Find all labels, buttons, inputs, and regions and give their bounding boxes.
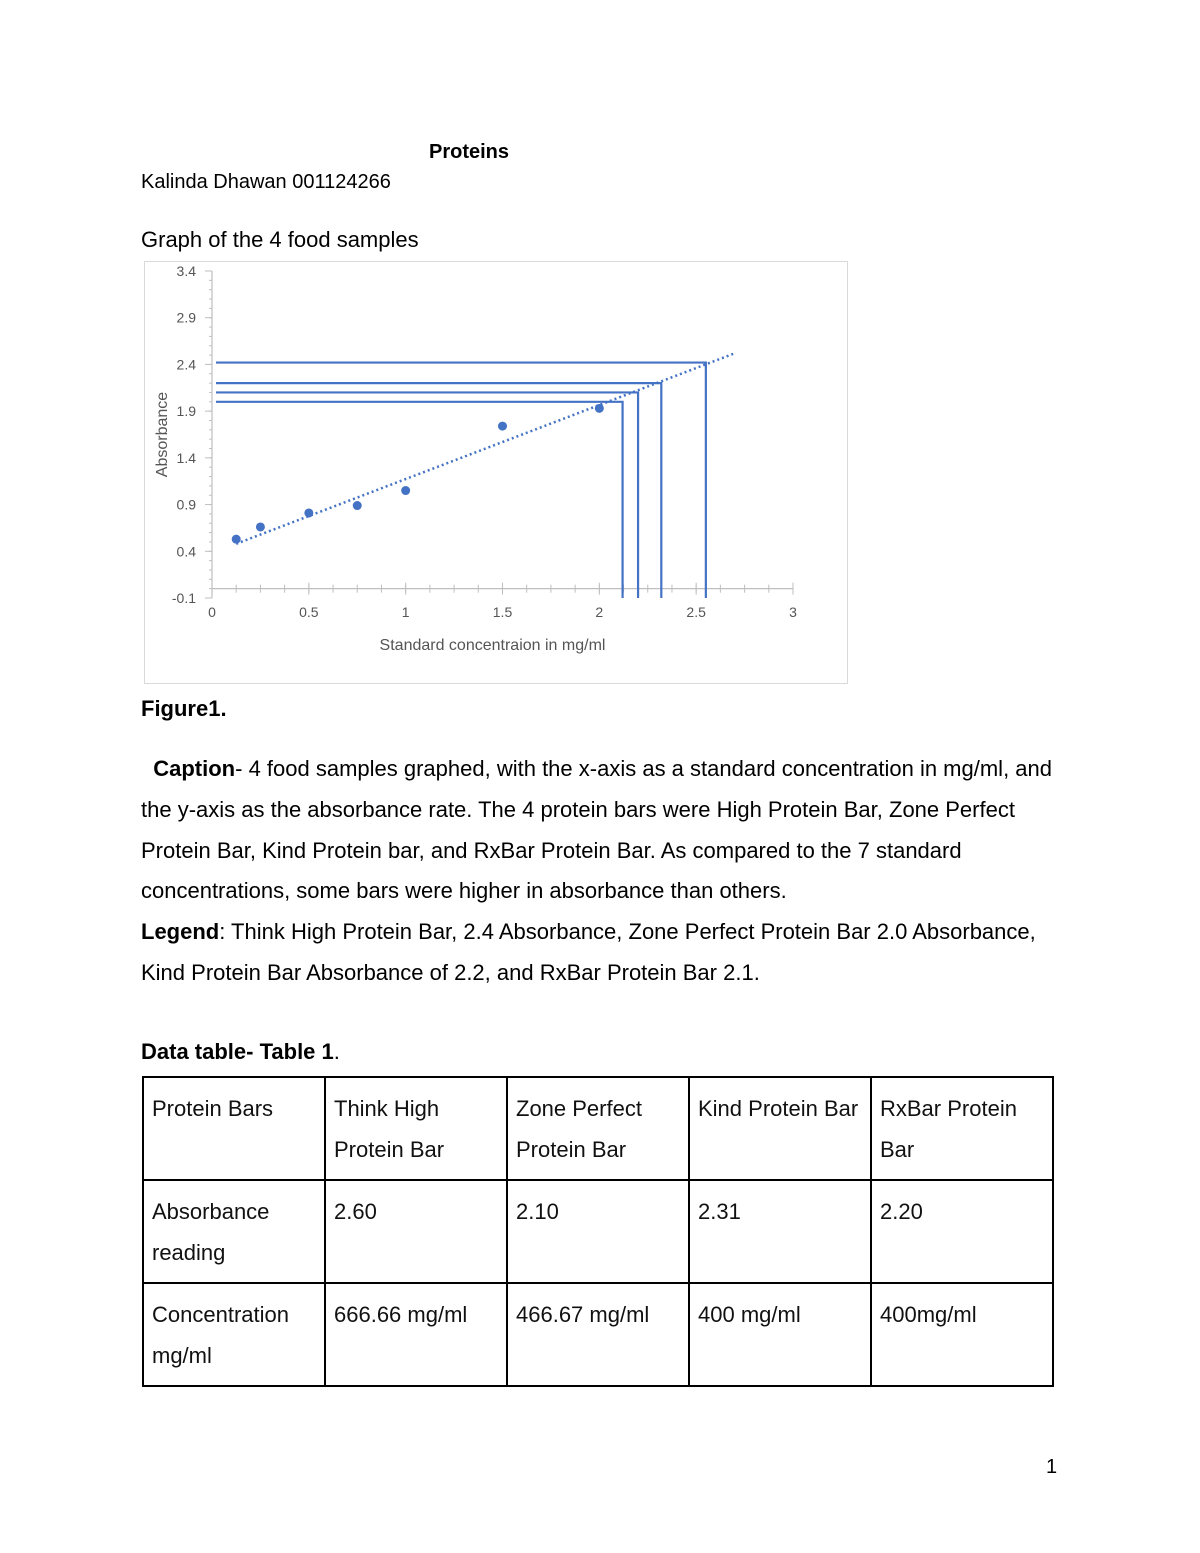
data-point (256, 522, 265, 531)
reference-line (216, 383, 661, 598)
table-cell: Absorbance reading (143, 1180, 325, 1283)
data-table (142, 1076, 1054, 1387)
table-cell: 466.67 mg/ml (507, 1283, 689, 1386)
data-point (401, 486, 410, 495)
legend-paragraph (141, 912, 1071, 994)
table-row (143, 1283, 1053, 1386)
x-tick-label: 2 (595, 604, 604, 620)
table-heading-label: Data table- Table 1 (141, 1039, 334, 1064)
data-point (498, 422, 507, 431)
table-cell: 2.60 (325, 1180, 507, 1283)
caption-text: - 4 food samples graphed, with the x-axis as a standard concentration in mg/ml, and the y-axis as the absorbance rate. The 4 protein bars were High Protein Bar, Zone Perfect Protein Bar, Kind Protein bar, and RxBar Protein Bar. As compared to the 7 standard concentrations, some bars were higher in absorbance than others. (141, 756, 1053, 904)
table-row (143, 1180, 1053, 1283)
x-tick-label: 1 (401, 604, 410, 620)
table-cell: Think High Protein Bar (325, 1077, 507, 1180)
x-tick-label: 0.5 (299, 604, 319, 620)
table-heading (141, 1039, 340, 1065)
caption-label: Caption (153, 756, 236, 781)
graph-heading: Graph of the 4 food samples (141, 227, 419, 252)
y-tick-label: 3.4 (176, 263, 196, 279)
table-heading-tail: . (333, 1039, 340, 1064)
caption-paragraph (141, 749, 1071, 912)
y-tick-label: 0.4 (176, 543, 196, 560)
table-cell: 2.20 (871, 1180, 1053, 1283)
page-number: 1 (1046, 1456, 1058, 1478)
figure-label: Figure1. (141, 696, 227, 721)
table-cell: 400 mg/ml (689, 1283, 871, 1386)
table-cell: Zone Perfect Protein Bar (507, 1077, 689, 1180)
table-cell: 400mg/ml (871, 1283, 1053, 1386)
y-tick-label: -0.1 (171, 590, 196, 606)
x-tick-label: 2.5 (686, 604, 706, 620)
y-tick-label: 2.9 (176, 309, 196, 326)
table-cell: 2.31 (689, 1180, 871, 1283)
reference-line (216, 363, 706, 598)
x-tick-label: 3 (789, 604, 797, 620)
y-tick-label: 2.4 (176, 356, 196, 373)
page-title: Proteins (429, 141, 510, 163)
author-line: Kalinda Dhawan 001124266 (141, 171, 391, 193)
absorbance-chart (144, 261, 848, 684)
data-point (232, 535, 241, 544)
table-cell: 2.10 (507, 1180, 689, 1283)
x-tick-label: 1.5 (492, 604, 513, 620)
y-tick-label: 0.9 (176, 496, 196, 513)
y-axis-title: Absorbance (154, 391, 171, 478)
reference-line (216, 402, 623, 598)
data-point (595, 404, 604, 413)
table-cell: RxBar Protein Bar (871, 1077, 1053, 1180)
data-point (353, 501, 362, 510)
legend-label: Legend (141, 919, 220, 944)
y-tick-label: 1.9 (176, 403, 196, 420)
legend-text: : Think High Protein Bar, 2.4 Absorbance, Zone Perfect Protein Bar 2.0 Absorbance, Kind Protein Bar Absorbance of 2.2, and RxBar Protein Bar 2.1. (141, 919, 1036, 985)
table-cell: Protein Bars (143, 1077, 325, 1180)
table-cell: Kind Protein Bar (689, 1077, 871, 1180)
data-point (304, 508, 313, 517)
chart-svg (145, 262, 849, 685)
x-tick-label: 0 (208, 604, 216, 620)
table-cell: 666.66 mg/ml (325, 1283, 507, 1386)
table-cell: Concentration mg/ml (143, 1283, 325, 1386)
table-row (143, 1077, 1053, 1180)
reference-line (216, 392, 638, 598)
y-tick-label: 1.4 (176, 449, 196, 466)
x-axis-title: Standard concentraion in mg/ml (379, 637, 606, 654)
